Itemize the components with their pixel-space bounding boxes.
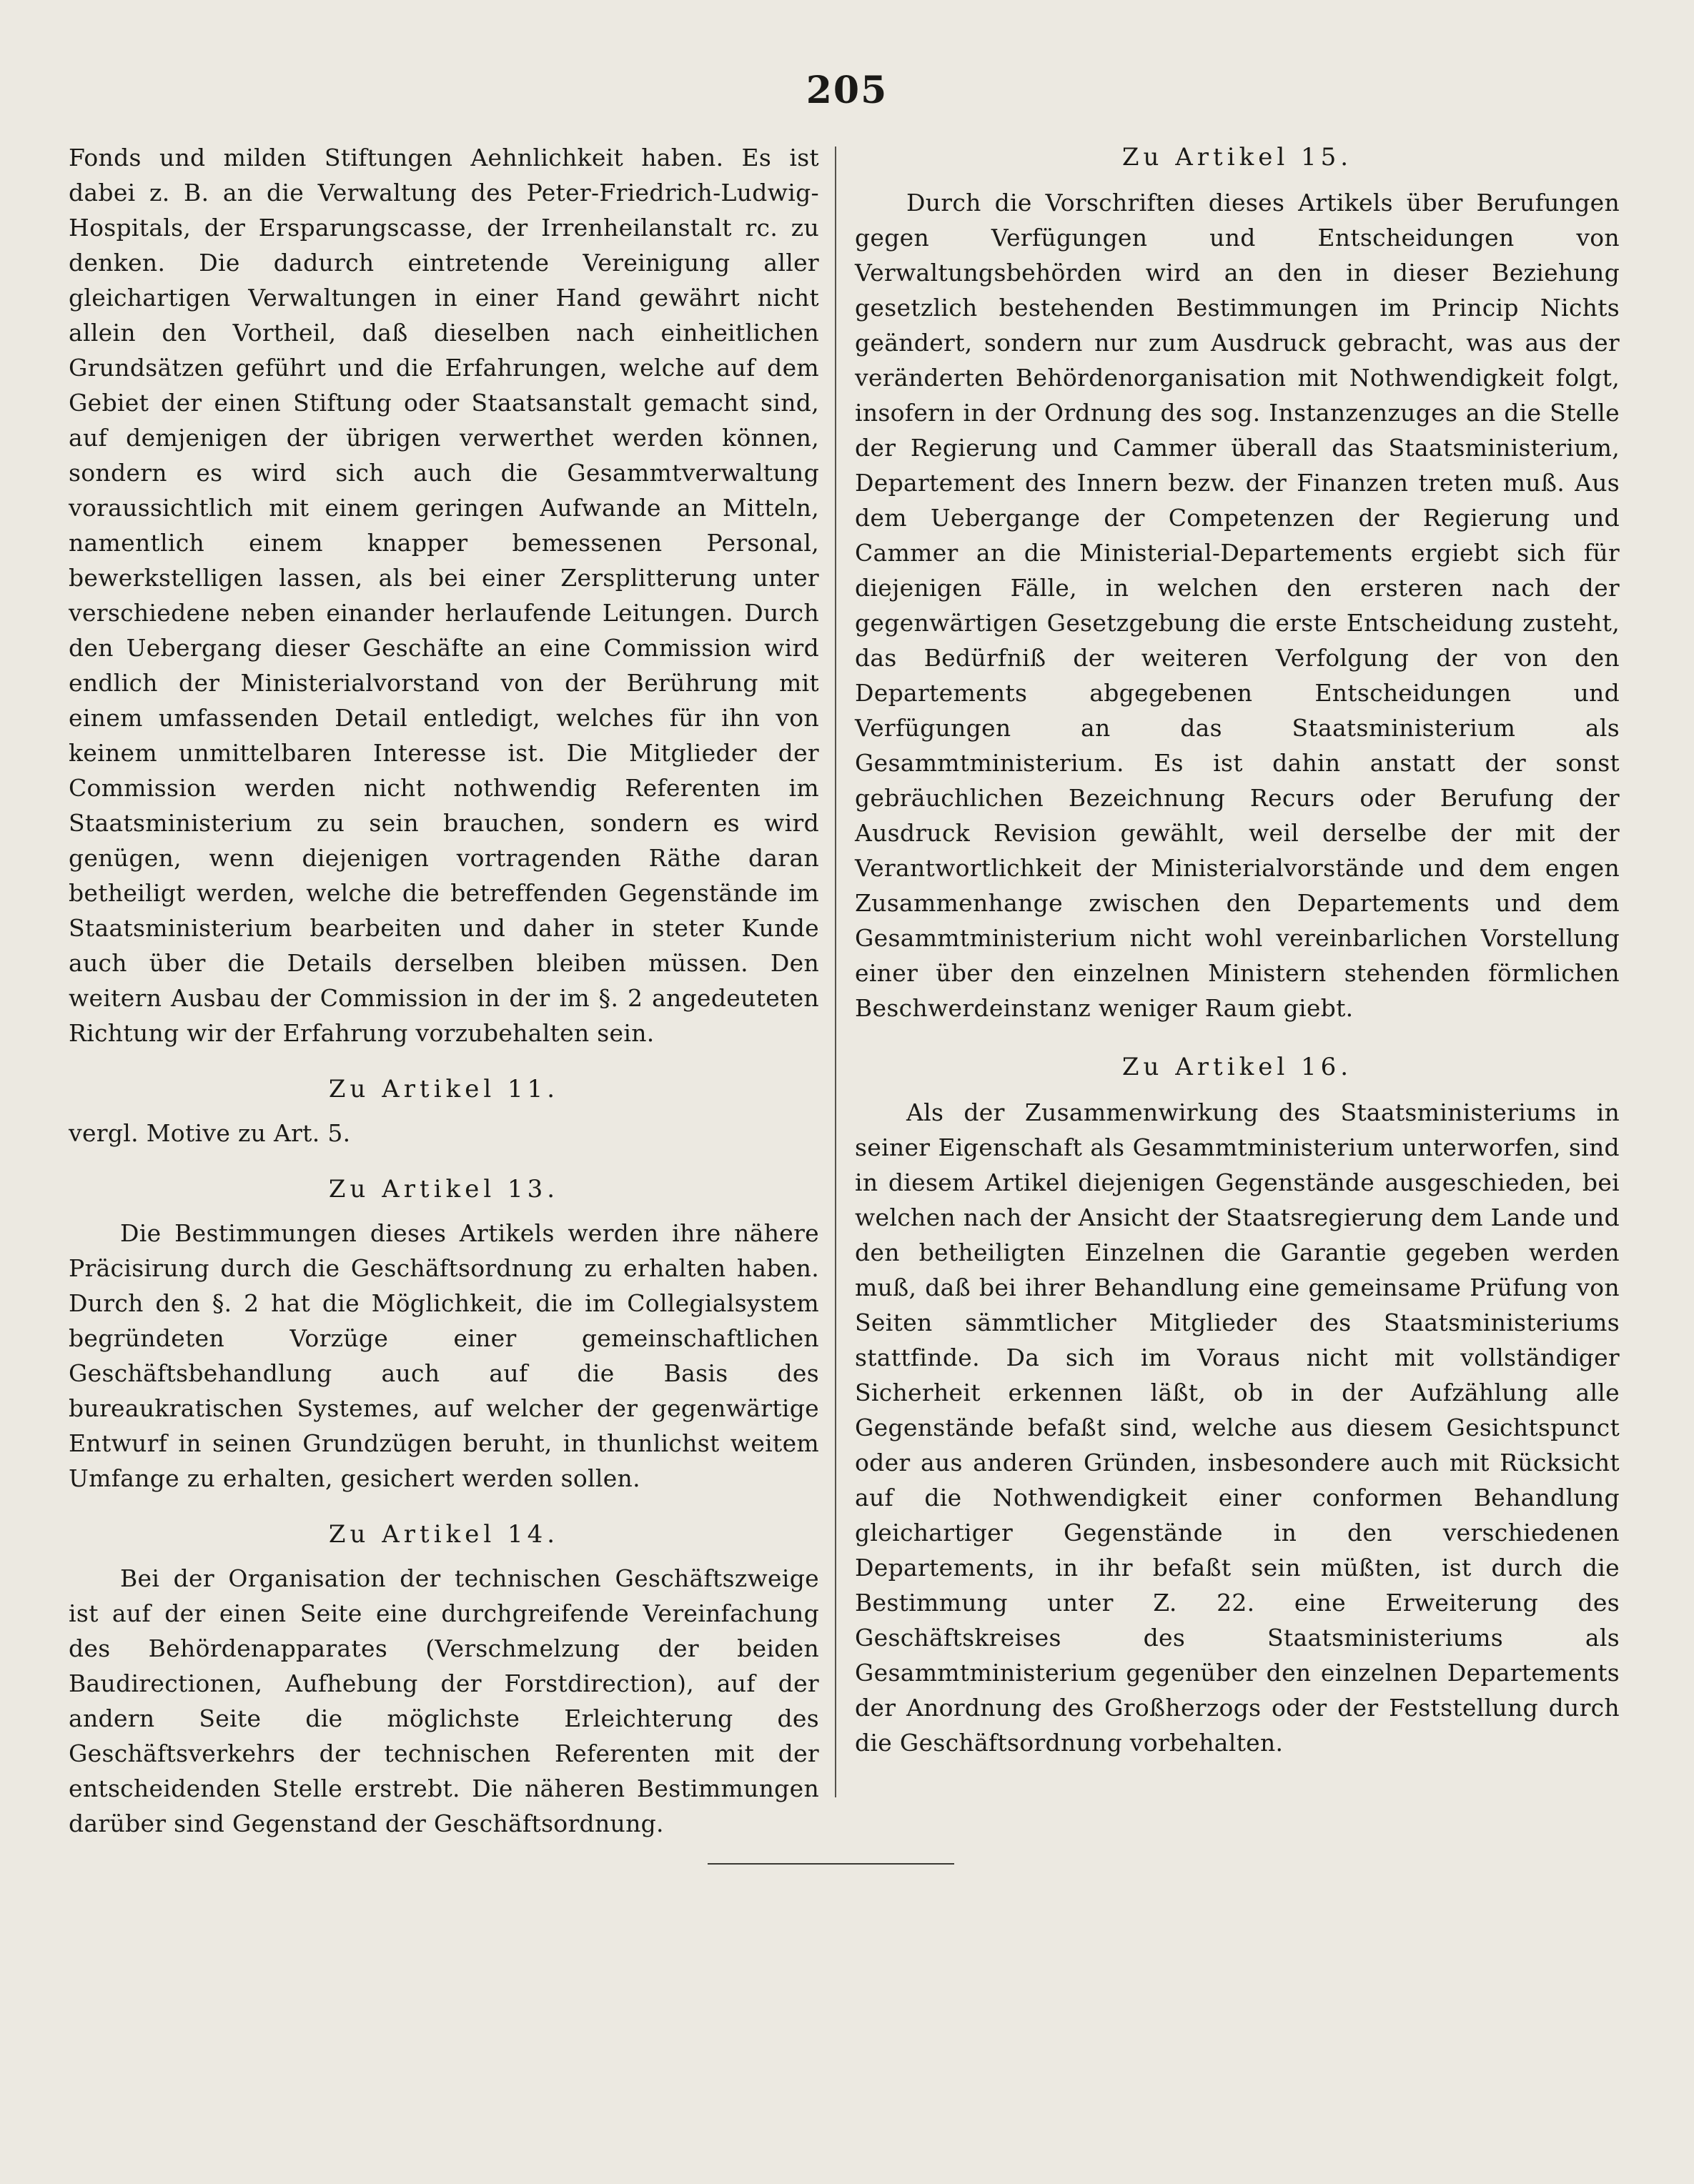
heading-artikel-16: Zu Artikel 16. bbox=[1121, 1053, 1353, 1081]
artikel-14-text: Bei der Organisation der technischen Geschäftszweige ist auf der einen Seite eine durchgreifende Vereinfachung des Behördenapparates (Verschmelzung der beiden Baudirectionen, Aufhebung der Forstdirection), auf der andern Seite die möglichste Erleichterung des Geschäftsverkehrs der technischen Referenten mit der entscheidenden Stelle erstrebt. Die näheren Bestimmungen darüber sind Gegenstand der Geschäftsordnung. bbox=[69, 1564, 819, 1837]
continuation-paragraph: Fonds und milden Stiftungen Aehnlichkeit haben. Es ist dabei z. B. an die Verwaltung des Peter-Friedrich-Ludwig-Hospitals, der Ersparungscasse, der Irrenheilanstalt rc. zu denken. Die dadurch eintretende Vereinigung aller gleichartigen Verwaltungen in einer Hand gewährt nicht allein den Vortheil, daß dieselben nach einheitlichen Grundsätzen geführt und die Erfahrungen, welche auf dem Gebiet der einen Stiftung oder Staatsanstalt gemacht sind, auf demjenigen der übrigen verwerthet werden können, sondern es wird sich auch die Gesammtverwaltung voraussichtlich mit einem geringen Aufwande an Mitteln, namentlich einem knapper bemessenen Personal, bewerkstelligen lassen, als bei einer Zersplitterung unter verschiedene neben einander herlaufende Leitungen. Durch den Uebergang dieser Geschäfte an eine Commission wird endlich der Ministerialvorstand von der Berührung mit einem umfassenden Detail entledigt, welches für ihn von keinem unmittelbaren Interesse ist. Die Mitglieder der Commission werden nicht nothwendig Referenten im Staatsministerium zu sein brauchen, sondern es wird genügen, wenn diejenigen vortragenden Räthe daran betheiligt werden, welche die betreffenden Gegenstände im Staatsministerium bearbeiten und daher in steter Kunde auch über die Details derselben bleiben müssen. Den weitern Ausbau der Commission in der im §. 2 angedeuteten Richtung wir der Erfahrung vorzubehalten sein. bbox=[69, 144, 819, 1047]
heading-artikel-13: Zu Artikel 13. bbox=[328, 1175, 560, 1203]
artikel-11-text: vergl. Motive zu Art. 5. bbox=[69, 1119, 351, 1147]
artikel-13-text: Die Bestimmungen dieses Artikels werden ihre nähere Präcisirung durch die Geschäftsordnung zu erhalten haben. Durch den §. 2 hat die Möglichkeit, die im Collegialsystem begründeten Vorzüge einer gemeinschaftlichen Geschäftsbehandlung auch auf die Basis des bureaukratischen Systemes, auf welcher der gegenwärtige Entwurf in seinen Grundzügen beruht, in thunlichst weitem Umfange zu erhalten, gesichert werden sollen. bbox=[69, 1219, 819, 1492]
right-column bbox=[855, 140, 1620, 1760]
left-column bbox=[69, 140, 819, 1841]
heading-artikel-11: Zu Artikel 11. bbox=[328, 1075, 560, 1103]
column-divider bbox=[835, 147, 836, 1797]
page-number: 205 bbox=[806, 69, 888, 112]
heading-artikel-14: Zu Artikel 14. bbox=[328, 1520, 560, 1549]
end-rule bbox=[708, 1863, 954, 1865]
artikel-15-text: Durch die Vorschriften dieses Artikels über Berufungen gegen Verfügungen und Entscheidungen von Verwaltungsbehörden wird an den in dieser Beziehung gesetzlich bestehenden Bestimmungen im Princip Nichts geändert, sondern nur zum Ausdruck gebracht, was aus der veränderten Behördenorganisation mit Nothwendigkeit folgt, insofern in der Ordnung des sog. Instanzenzuges an die Stelle der Regierung und Cammer überall das Staatsministerium, Departement des Innern bezw. der Finanzen treten muß. Aus dem Uebergange der Competenzen der Regierung und Cammer an die Ministerial-Departements ergiebt sich für diejenigen Fälle, in welchen den ersteren nach der gegenwärtigen Gesetzgebung die erste Entscheidung zusteht, das Bedürfniß der weiteren Verfolgung der von den Departements abgegebenen Entscheidungen und Verfügungen an das Staatsministerium als Gesammtministerium. Es ist dahin anstatt der sonst gebräuchlichen Bezeichnung Recurs oder Berufung der Ausdruck Revision gewählt, weil derselbe der mit der Verantwortlichkeit der Ministerialvorstände und dem engen Zusammenhange zwischen den Departements und dem Gesammtministerium nicht wohl vereinbarlichen Vorstellung einer über den einzelnen Ministern stehenden förmlichen Beschwerdeinstanz weniger Raum giebt. bbox=[855, 189, 1620, 1022]
heading-artikel-15: Zu Artikel 15. bbox=[1121, 143, 1353, 172]
artikel-16-text: Als der Zusammenwirkung des Staatsministeriums in seiner Eigenschaft als Gesammtministerium unterworfen, sind in diesem Artikel diejenigen Gegenstände ausgeschieden, bei welchen nach der Ansicht der Staatsregierung dem Lande und den betheiligten Einzelnen die Garantie gegeben werden muß, daß bei ihrer Behandlung eine gemeinsame Prüfung von Seiten sämmtlicher Mitglieder des Staatsministeriums stattfinde. Da sich im Voraus nicht mit vollständiger Sicherheit erkennen läßt, ob in der Aufzählung alle Gegenstände befaßt sind, welche aus diesem Gesichtspunct oder aus anderen Gründen, insbesondere auch mit Rücksicht auf die Nothwendigkeit einer conformen Behandlung gleichartiger Gegenstände in den verschiedenen Departements, in ihr befaßt sein müßten, ist durch die Bestimmung unter Z. 22. eine Erweiterung des Geschäftskreises des Staatsministeriums als Gesammtministerium gegenüber den einzelnen Departements der Anordnung des Großherzogs oder der Feststellung durch die Geschäftsordnung vorbehalten. bbox=[855, 1098, 1620, 1757]
